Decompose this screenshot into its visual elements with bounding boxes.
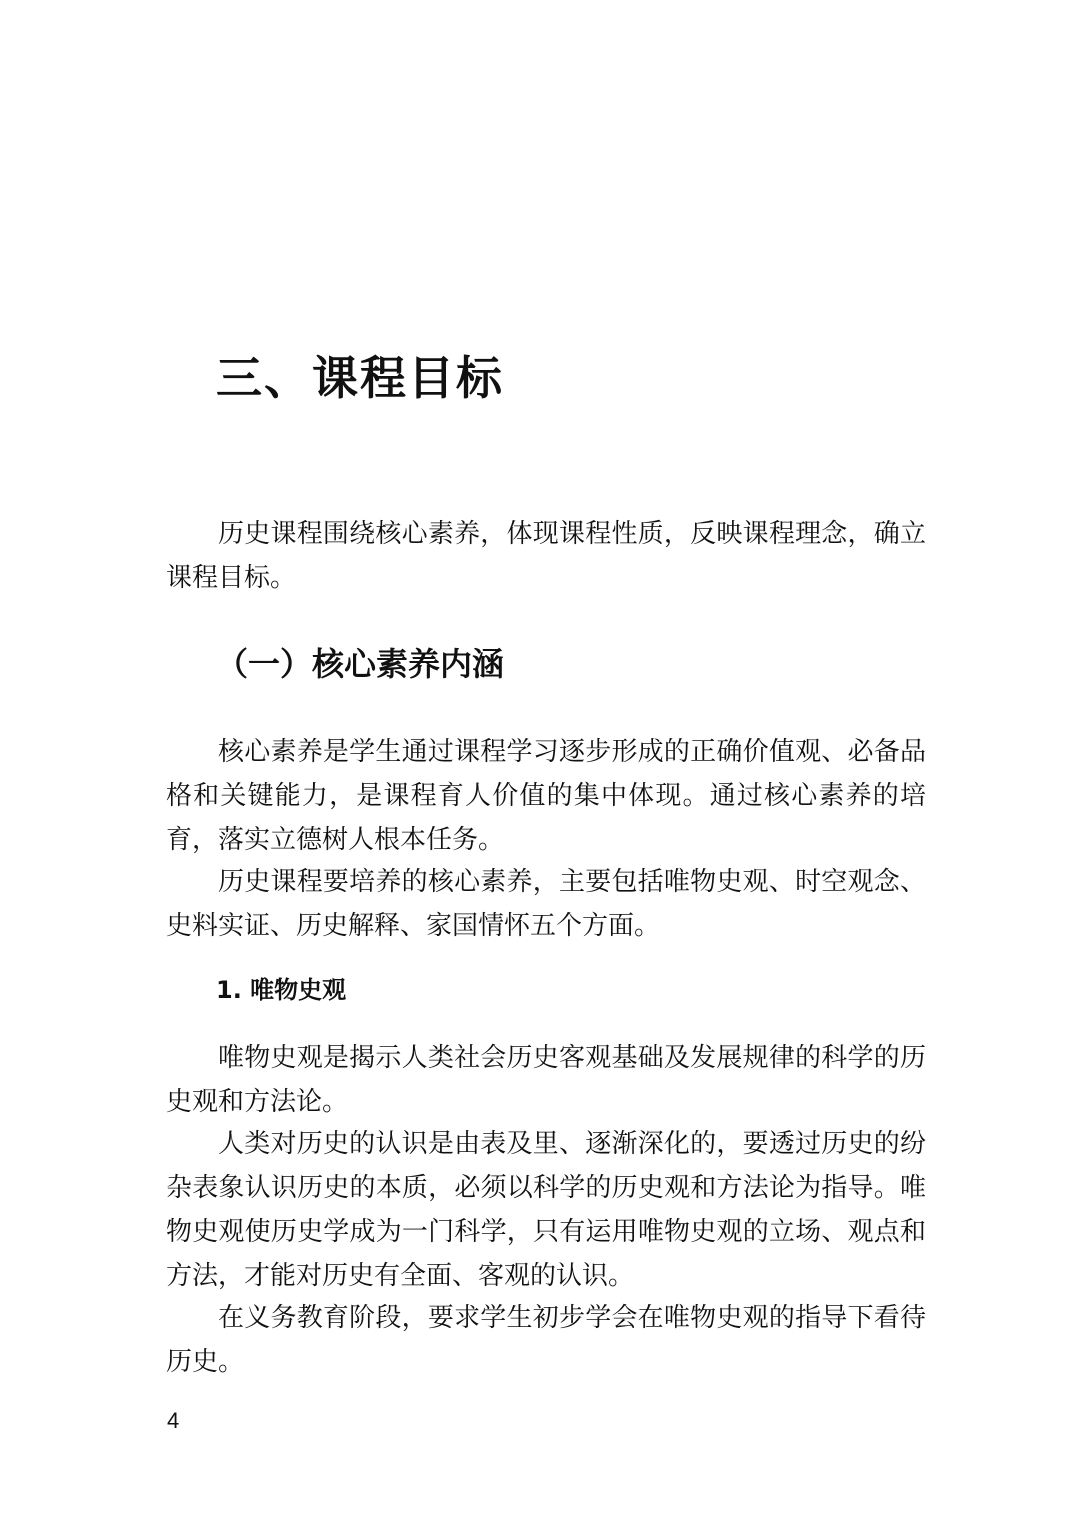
- subsection-heading-historical-materialism: 1. 唯物史观: [216, 976, 347, 1004]
- intro-paragraph: 历史课程围绕核心素养，体现课程性质，反映课程理念，确立课程目标。: [166, 519, 926, 593]
- page-number: 4: [167, 1408, 180, 1433]
- section-heading-core-literacy: （一）核心素养内涵: [216, 645, 505, 683]
- materialism-paragraph-3: 在义务教育阶段，要求学生初步学会在唯物史观的指导下看待历史。: [166, 1303, 926, 1377]
- core-literacy-paragraph-1: 核心素养是学生通过课程学习逐步形成的正确价值观、必备品格和关键能力，是课程育人价值的集中体现。通过核心素养的培育，落实立德树人根本任务。: [166, 737, 926, 855]
- core-literacy-paragraph-2: 历史课程要培养的核心素养，主要包括唯物史观、时空观念、史料实证、历史解释、家国情怀五个方面。: [166, 867, 926, 941]
- materialism-paragraph-1: 唯物史观是揭示人类社会历史客观基础及发展规律的科学的历史观和方法论。: [166, 1043, 926, 1117]
- materialism-paragraph-2: 人类对历史的认识是由表及里、逐渐深化的，要透过历史的纷杂表象认识历史的本质，必须以科学的历史观和方法论为指导。唯物史观使历史学成为一门科学，只有运用唯物史观的立场、观点和方法，才能对历史有全面、客观的认识。: [166, 1129, 926, 1291]
- chapter-title: 三、课程目标: [216, 351, 504, 405]
